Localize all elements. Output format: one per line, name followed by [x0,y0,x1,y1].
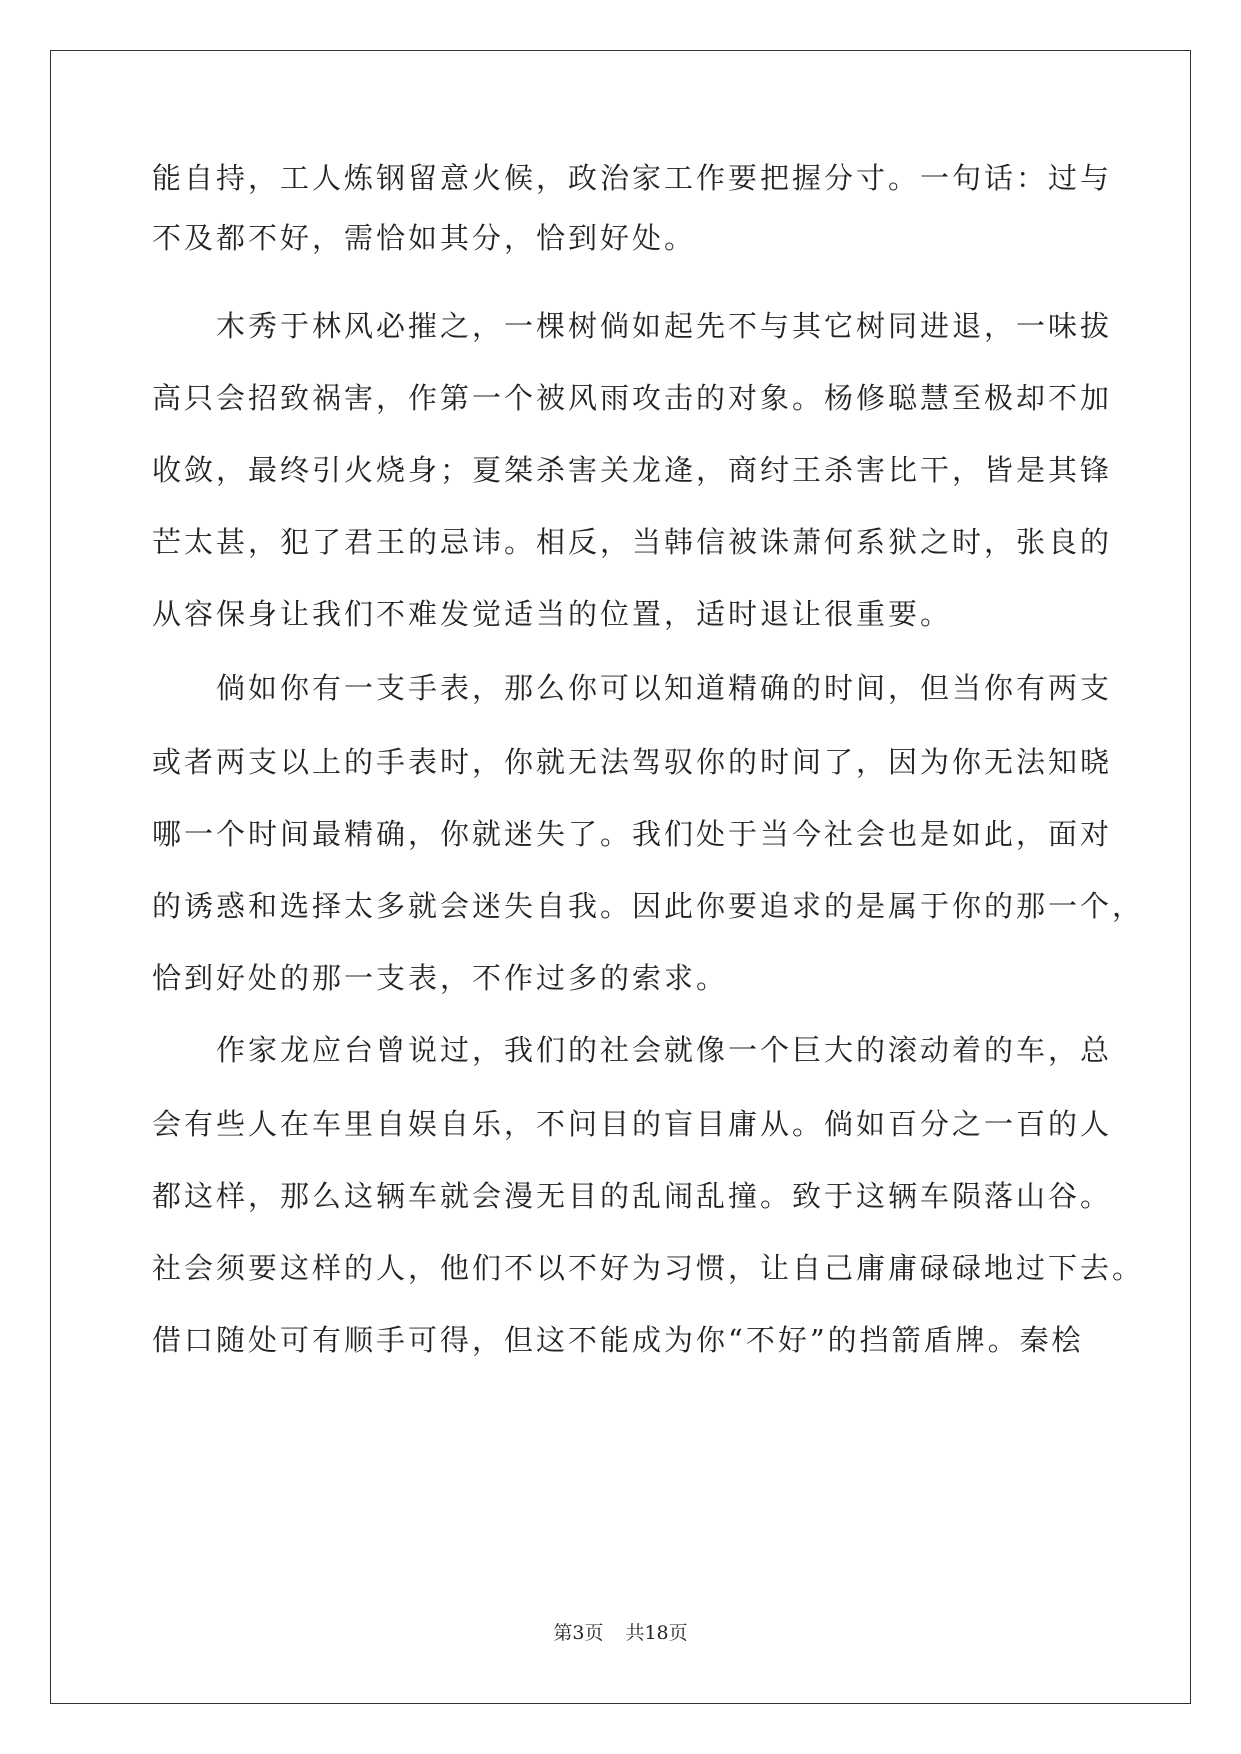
text-line: 都这样，那么这辆车就会漫无目的乱闹乱撞。致于这辆车陨落山谷。 [152,1179,1113,1213]
text-line: 芒太甚，犯了君王的忌讳。相反，当韩信被诛萧何系狱之时，张良的 [152,525,1113,559]
text-line: 或者两支以上的手表时，你就无法驾驭你的时间了，因为你无法知晓 [152,745,1113,779]
text-line: 借口随处可有顺手可得，但这不能成为你“不好”的挡箭盾牌。秦桧 [152,1323,1084,1357]
text-line: 从容保身让我们不难发觉适当的位置，适时退让很重要。 [152,597,953,631]
text-line: 恰到好处的那一支表，不作过多的索求。 [152,961,729,995]
page-number-total: 共18页 [625,1622,688,1644]
text-line: 的诱惑和选择太多就会迷失自我。因此你要追求的是属于你的那一个， [152,889,1145,923]
paragraph-first-line: 作家龙应台曾说过，我们的社会就像一个巨大的滚动着的车，总 [216,1033,1113,1067]
paragraph-first-line: 木秀于林风必摧之，一棵树倘如起先不与其它树同进退，一味拔 [216,309,1113,343]
text-line: 高只会招致祸害，作第一个被风雨攻击的对象。杨修聪慧至极却不加 [152,381,1113,415]
page-footer [0,1618,1241,1645]
paragraph-first-line: 倘如你有一支手表，那么你可以知道精确的时间，但当你有两支 [216,671,1113,705]
text-line: 会有些人在车里自娱自乐，不问目的盲目庸从。倘如百分之一百的人 [152,1107,1113,1141]
text-line: 哪一个时间最精确，你就迷失了。我们处于当今社会也是如此，面对 [152,817,1113,851]
text-line: 收敛，最终引火烧身；夏桀杀害关龙逄，商纣王杀害比干，皆是其锋 [152,453,1113,487]
page-number-current: 第3页 [553,1622,604,1644]
text-line: 能自持，工人炼钢留意火候，政治家工作要把握分寸。一句话：过与 [152,161,1113,195]
text-line: 不及都不好，需恰如其分，恰到好处。 [152,221,697,255]
text-line: 社会须要这样的人，他们不以不好为习惯，让自己庸庸碌碌地过下去。 [152,1251,1145,1285]
page-border [50,50,1191,1704]
